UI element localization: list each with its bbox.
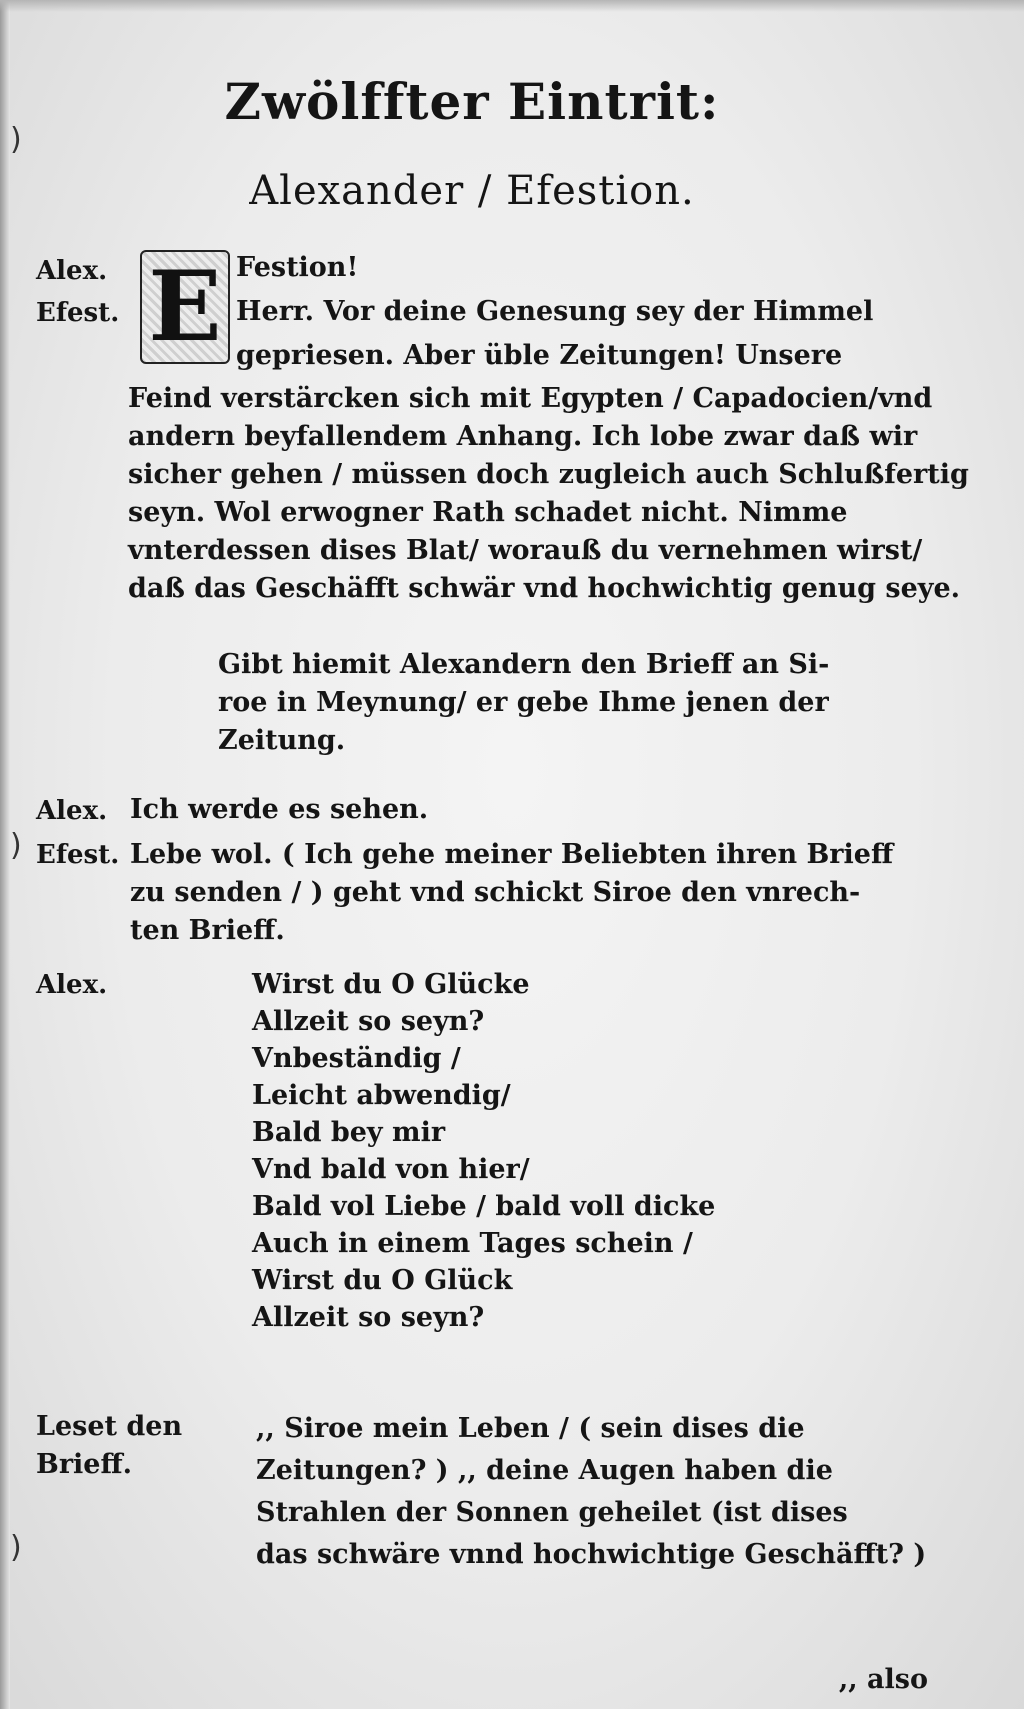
verse-line: Vnbeständig / bbox=[252, 1043, 461, 1074]
page-edge-shadow bbox=[0, 0, 10, 1709]
speech-line: vnterdessen dises Blat/ worauß du vernehmen wirst/ bbox=[128, 535, 923, 566]
margin-mark: ) bbox=[10, 1530, 22, 1565]
stage-direction-line: Zeitung. bbox=[218, 725, 346, 756]
speech-line: seyn. Wol erwogner Rath schadet nicht. Nimme bbox=[128, 497, 848, 528]
speaker-label: Efest. bbox=[36, 840, 120, 870]
stage-direction-line: Brieff. bbox=[36, 1449, 133, 1480]
decorated-initial: E bbox=[140, 250, 230, 364]
speech-line: Ich werde es sehen. bbox=[130, 794, 429, 825]
stage-direction bbox=[36, 1408, 182, 1484]
verse-line: Bald bey mir bbox=[252, 1117, 446, 1148]
stage-direction-line: Gibt hiemit Alexandern den Brieff an Si- bbox=[218, 649, 830, 680]
speech-line: ten Brieff. bbox=[130, 915, 285, 946]
speech-line: sicher gehen / müssen doch zugleich auch Schlußfertig bbox=[128, 459, 969, 490]
speech-line: Zeitungen? ) ,, deine Augen haben die bbox=[256, 1455, 833, 1486]
speech-line: gepriesen. Aber üble Zeitungen! Unsere bbox=[236, 340, 843, 371]
speech-line: ,, Siroe mein Leben / ( sein dises die bbox=[256, 1413, 805, 1444]
speech-line: Lebe wol. ( Ich gehe meiner Beliebten ihren Brieff bbox=[130, 839, 894, 870]
margin-mark: ) bbox=[10, 122, 22, 157]
scene-title: Zwölffter Eintrit: bbox=[224, 72, 720, 131]
verse-line: Leicht abwendig/ bbox=[252, 1080, 511, 1111]
page-top-shadow bbox=[0, 0, 1024, 12]
verse-line: Auch in einem Tages schein / bbox=[252, 1228, 693, 1259]
catchword: ,, also bbox=[838, 1664, 928, 1695]
speech-line: zu senden / ) geht vnd schickt Siroe den vnrech- bbox=[130, 877, 861, 908]
margin-mark: ) bbox=[10, 828, 22, 863]
verse-line: Wirst du O Glücke bbox=[252, 969, 530, 1000]
speech-paragraph bbox=[130, 836, 893, 950]
speech-line: Feind verstärcken sich mit Egypten / Capadocien/vnd bbox=[128, 383, 933, 414]
speech-line: daß das Geschäfft schwär vnd hochwichtig genug seye. bbox=[128, 573, 961, 604]
speaker-label: Efest. bbox=[36, 298, 120, 328]
speech-paragraph bbox=[256, 1408, 926, 1576]
scene-characters: Alexander / Efestion. bbox=[249, 168, 695, 214]
speech-paragraph bbox=[128, 380, 969, 608]
verse-line: Bald vol Liebe / bald voll dicke bbox=[252, 1191, 716, 1222]
stage-direction bbox=[218, 646, 829, 760]
verse-line: Allzeit so seyn? bbox=[252, 1006, 485, 1037]
speaker-label: Alex. bbox=[36, 970, 108, 1000]
verse-line: Allzeit so seyn? bbox=[252, 1302, 485, 1333]
stage-direction-line: Leset den bbox=[36, 1411, 183, 1442]
verse-line: Vnd bald von hier/ bbox=[252, 1154, 530, 1185]
speech-line: das schwäre vnnd hochwichtige Geschäfft? ) bbox=[256, 1539, 927, 1570]
speaker-label: Alex. bbox=[36, 256, 108, 286]
speech-line: Festion! bbox=[236, 252, 359, 283]
verse-block bbox=[252, 966, 715, 1336]
speech-line: Strahlen der Sonnen geheilet (ist dises bbox=[256, 1497, 848, 1528]
speech-line: andern beyfallendem Anhang. Ich lobe zwar daß wir bbox=[128, 421, 918, 452]
speech-line: Herr. Vor deine Genesung sey der Himmel bbox=[236, 296, 874, 327]
speaker-label: Alex. bbox=[36, 796, 108, 826]
verse-line: Wirst du O Glück bbox=[252, 1265, 513, 1296]
stage-direction-line: roe in Meynung/ er gebe Ihme jenen der bbox=[218, 687, 829, 718]
